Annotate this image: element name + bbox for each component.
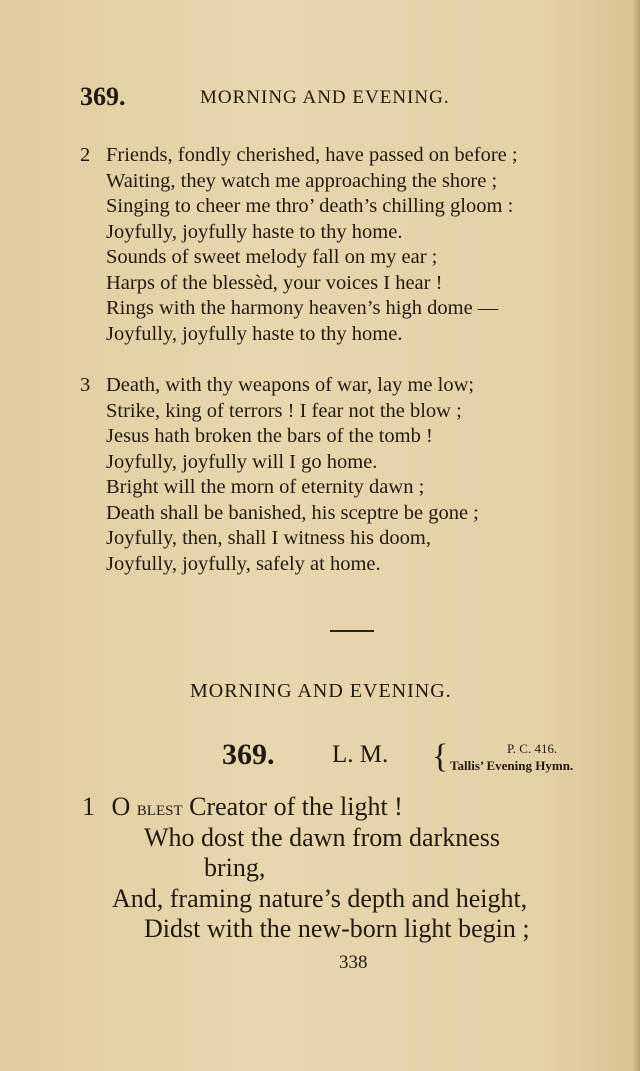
running-header [80, 82, 620, 116]
section-title: MORNING AND EVENING. [190, 680, 452, 702]
stanza-line: Joyfully, joyfully, safely at home. [106, 552, 381, 575]
stanza-2 [80, 143, 640, 347]
stanza-number: 3 [80, 374, 91, 396]
hymn-number: 369. [222, 738, 275, 771]
stanza-3 [80, 373, 640, 577]
stanza-line: Joyfully, joyfully haste to thy home. [106, 322, 403, 345]
header-title: MORNING AND EVENING. [200, 87, 450, 108]
verse-line: bring, [204, 853, 266, 882]
tune-reference: P. C. 416. [507, 741, 558, 756]
stanza-line: Joyfully, then, shall I witness his doom, [106, 527, 431, 549]
stanza-line: Strike, king of terrors ! I fear not the blow ; [106, 399, 462, 422]
verse-line: 1 O blest Creator of the light ! [82, 792, 403, 821]
header-hymn-number: 369. [80, 82, 126, 111]
hymn-heading [222, 738, 640, 782]
verse-number: 1 [82, 792, 95, 821]
stanza-line: Bright will the morn of eternity dawn ; [106, 476, 425, 498]
section-divider [330, 630, 374, 632]
stanza-line: 2 Friends, fondly cherished, have passed on before ; [80, 143, 640, 169]
stanza-line: Jesus hath broken the bars of the tomb ! [106, 425, 433, 447]
hymn-meter: L. M. [332, 741, 389, 768]
stanza-line: Singing to cheer me thro’ death’s chilling gloom : [106, 195, 514, 217]
verse-1 [82, 792, 640, 945]
stanza-line: Sounds of sweet melody fall on my ear ; [106, 246, 438, 268]
stanza-line: Rings with the harmony heaven’s high dome — [106, 297, 499, 319]
stanza-number: 2 [80, 144, 91, 166]
verse-initial: O [111, 792, 131, 821]
verse-line: Who dost the dawn from darkness [144, 822, 500, 852]
stanza-line: Waiting, they watch me approaching the shore ; [106, 169, 498, 192]
verse-line: Didst with the new-born light begin ; [144, 914, 530, 943]
verse-line: And, framing nature’s depth and height, [112, 883, 528, 913]
stanza-line: Joyfully, joyfully will I go home. [106, 450, 378, 473]
small-caps-word: blest [136, 795, 183, 820]
page-number: 338 [339, 952, 368, 973]
stanza-line: 3 Death, with thy weapons of war, lay me low; [80, 373, 640, 399]
tune-name: Tallis’ Evening Hymn. [450, 758, 574, 773]
stanza-line: Death shall be banished, his sceptre be gone ; [106, 501, 479, 524]
brace-glyph: { [432, 738, 449, 775]
stanza-line: Harps of the blessèd, your voices I hear ! [106, 271, 443, 294]
stanza-line: Joyfully, joyfully haste to thy home. [106, 220, 403, 243]
